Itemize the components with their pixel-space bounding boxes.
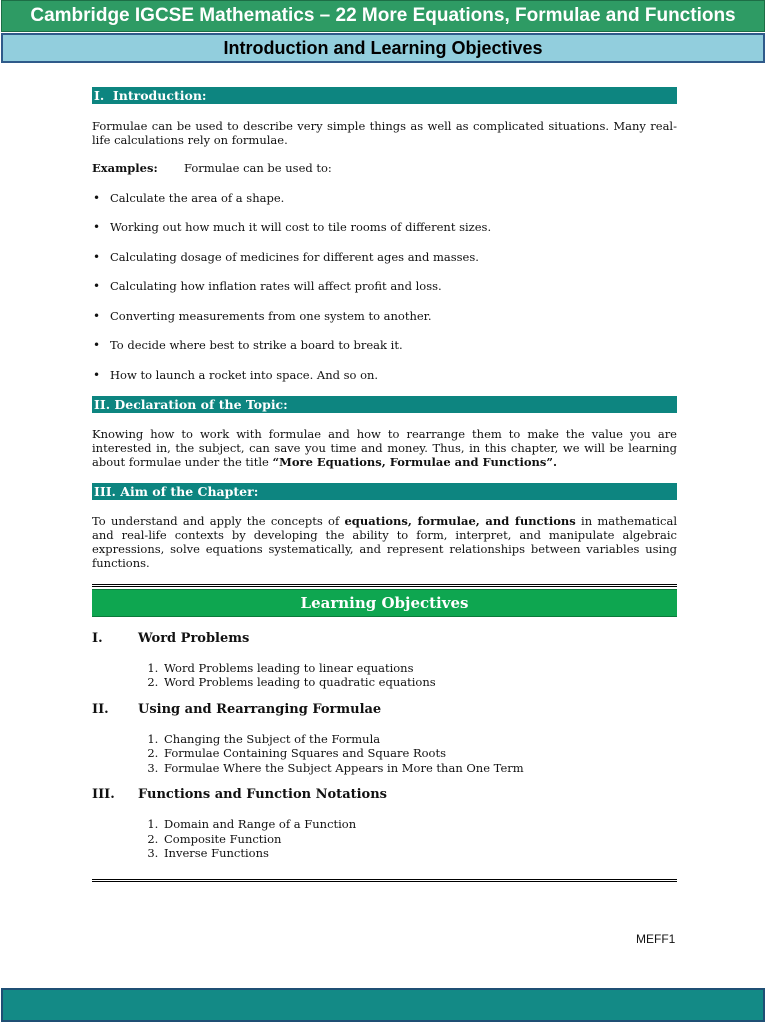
list-item: • Converting measurements from one system to another. [92, 309, 677, 323]
list-item: 1. Changing the Subject of the Formula [162, 732, 677, 747]
aim-text-end: in mathematical and real-life contexts by developing the ability to form, interpret, and manipulate algebraic expressions, solve equations systematically, and represent relationships between variables using functions. [92, 513, 677, 570]
objective-title: Word Problems [138, 630, 250, 646]
list-item: • Calculate the area of a shape. [92, 191, 677, 205]
examples-line [92, 161, 677, 175]
aim-text-start: To understand and apply the concepts of [92, 513, 345, 528]
list-item: 2. Composite Function [162, 832, 677, 847]
section-subtitle: Introduction and Learning Objectives [223, 38, 543, 58]
aim-heading: III. Aim of the Chapter: [92, 483, 677, 500]
list-item: • Working out how much it will cost to tile rooms of different sizes. [92, 220, 677, 234]
objective-group [92, 702, 677, 776]
declaration-text: Knowing how to work with formulae and how to rearrange them to make the value you are interested in, the subject, can save you time and money. Thus, in this chapter, we will be learning about formulae under the title [92, 426, 677, 469]
footer-bar [1, 988, 765, 1022]
objective-items [92, 817, 677, 861]
objective-numeral: III. [92, 787, 115, 802]
list-item: • Calculating how inflation rates will affect profit and loss. [92, 279, 677, 293]
learning-objectives-section [92, 584, 677, 882]
objective-heading [92, 702, 677, 718]
declaration-title-bold: “More Equations, Formulae and Functions”. [272, 454, 557, 469]
examples-text: Formulae can be used to: [184, 161, 332, 175]
aim-paragraph [92, 514, 677, 570]
list-item: • Calculating dosage of medicines for different ages and masses. [92, 250, 677, 264]
declaration-paragraph [92, 427, 677, 469]
document-title: Cambridge IGCSE Mathematics – 22 More Equations, Formulae and Functions [30, 5, 736, 26]
document-code: MEFF1 [636, 932, 676, 946]
divider [92, 584, 677, 587]
objective-numeral: I. [92, 630, 103, 646]
objective-group [92, 631, 677, 690]
learning-objectives-heading: Learning Objectives [92, 589, 677, 617]
objective-title: Functions and Function Notations [138, 787, 387, 802]
objective-heading [92, 787, 677, 803]
list-item: 1. Word Problems leading to linear equations [162, 661, 677, 676]
page-content [92, 87, 677, 882]
list-item: • How to launch a rocket into space. And so on. [92, 368, 677, 382]
list-item: • To decide where best to strike a board to break it. [92, 338, 677, 352]
objective-heading [92, 631, 677, 647]
list-item: 2. Formulae Containing Squares and Square Roots [162, 746, 677, 761]
objective-title: Using and Rearranging Formulae [138, 701, 382, 717]
objective-items [92, 732, 677, 776]
objective-group [92, 787, 677, 861]
list-item: 1. Domain and Range of a Function [162, 817, 677, 832]
examples-list [92, 191, 677, 382]
objective-numeral: II. [92, 701, 109, 717]
divider [92, 879, 677, 882]
examples-label: Examples: [92, 161, 158, 175]
list-item: 3. Inverse Functions [162, 846, 677, 861]
list-item: 3. Formulae Where the Subject Appears in More than One Term [162, 761, 677, 776]
introduction-heading: I. Introduction: [92, 87, 677, 104]
declaration-heading: II. Declaration of the Topic: [92, 396, 677, 413]
list-item: 2. Word Problems leading to quadratic equations [162, 675, 677, 690]
aim-text-bold: equations, formulae, and functions [344, 513, 576, 528]
introduction-paragraph: Formulae can be used to describe very simple things as well as complicated situations. Many real-life calculations rely on formulae. [92, 119, 677, 147]
section-subtitle-banner [1, 33, 765, 63]
objective-items [92, 661, 677, 690]
document-title-banner [1, 0, 765, 32]
